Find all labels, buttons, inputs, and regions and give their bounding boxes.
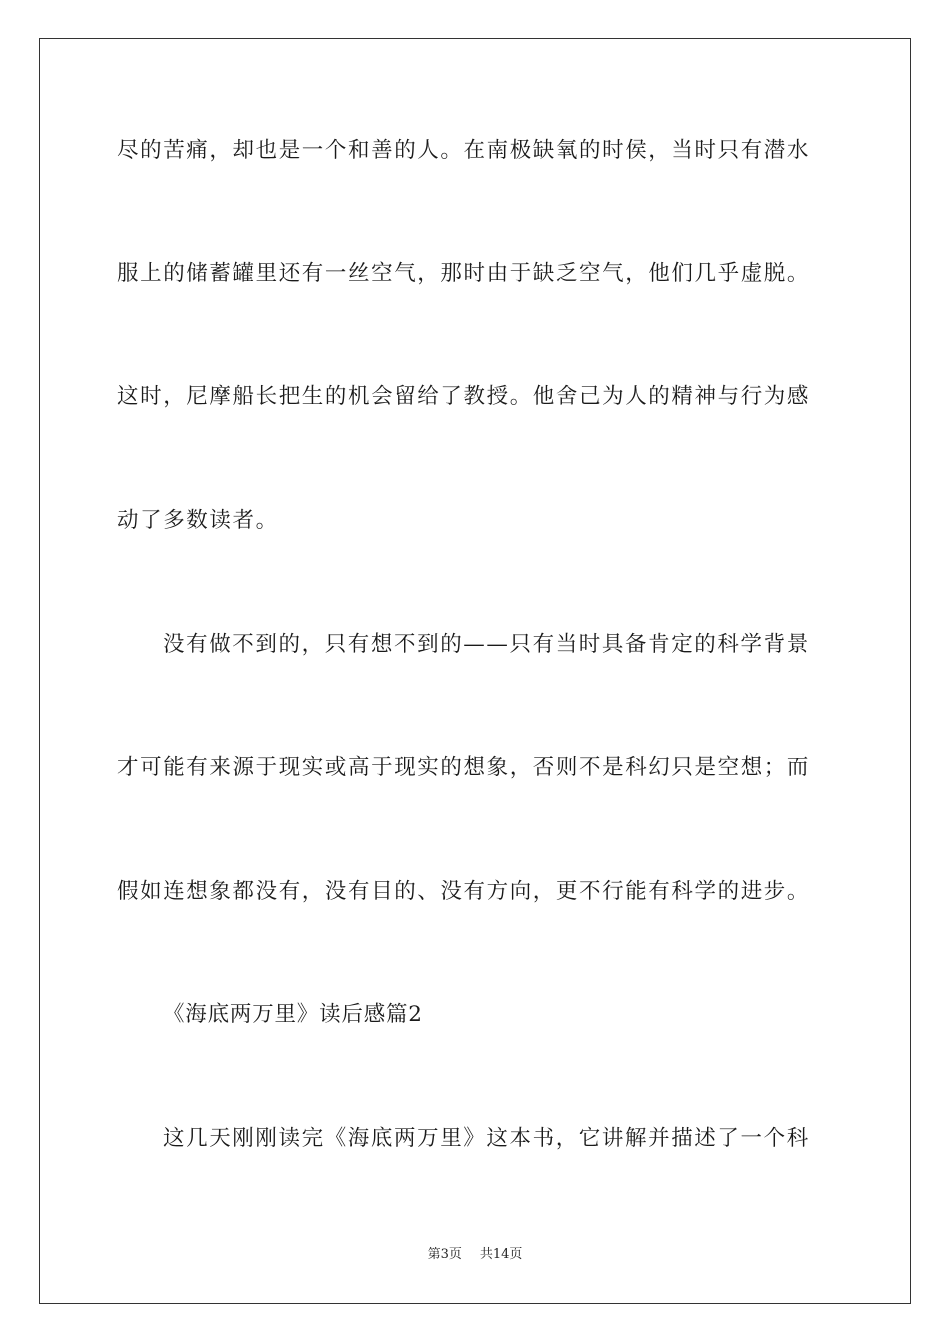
text-line: 才可能有来源于现实或高于现实的想象，否则不是科幻只是空想；而 <box>117 755 811 780</box>
page-footer <box>0 1246 950 1264</box>
section-heading: 《海底两万里》读后感篇2 <box>163 1002 423 1027</box>
text-line: 假如连想象都没有，没有目的、没有方向，更不行能有科学的进步。 <box>117 879 811 904</box>
text-line: 尽的苦痛，却也是一个和善的人。在南极缺氧的时侯，当时只有潜水 <box>117 138 811 163</box>
page-border <box>39 38 911 1304</box>
text-line: 没有做不到的，只有想不到的——只有当时具备肯定的科学背景 <box>163 632 810 657</box>
page-number-current: 第3页 <box>427 1247 462 1262</box>
text-line: 这时，尼摩船长把生的机会留给了教授。他舍己为人的精神与行为感 <box>117 384 811 409</box>
text-line: 动了多数读者。 <box>117 508 279 533</box>
text-line: 这几天刚刚读完《海底两万里》这本书，它讲解并描述了一个科 <box>163 1126 810 1151</box>
page-number-total: 共14页 <box>479 1247 523 1262</box>
text-line: 服上的储蓄罐里还有一丝空气，那时由于缺乏空气，他们几乎虚脱。 <box>117 261 811 286</box>
